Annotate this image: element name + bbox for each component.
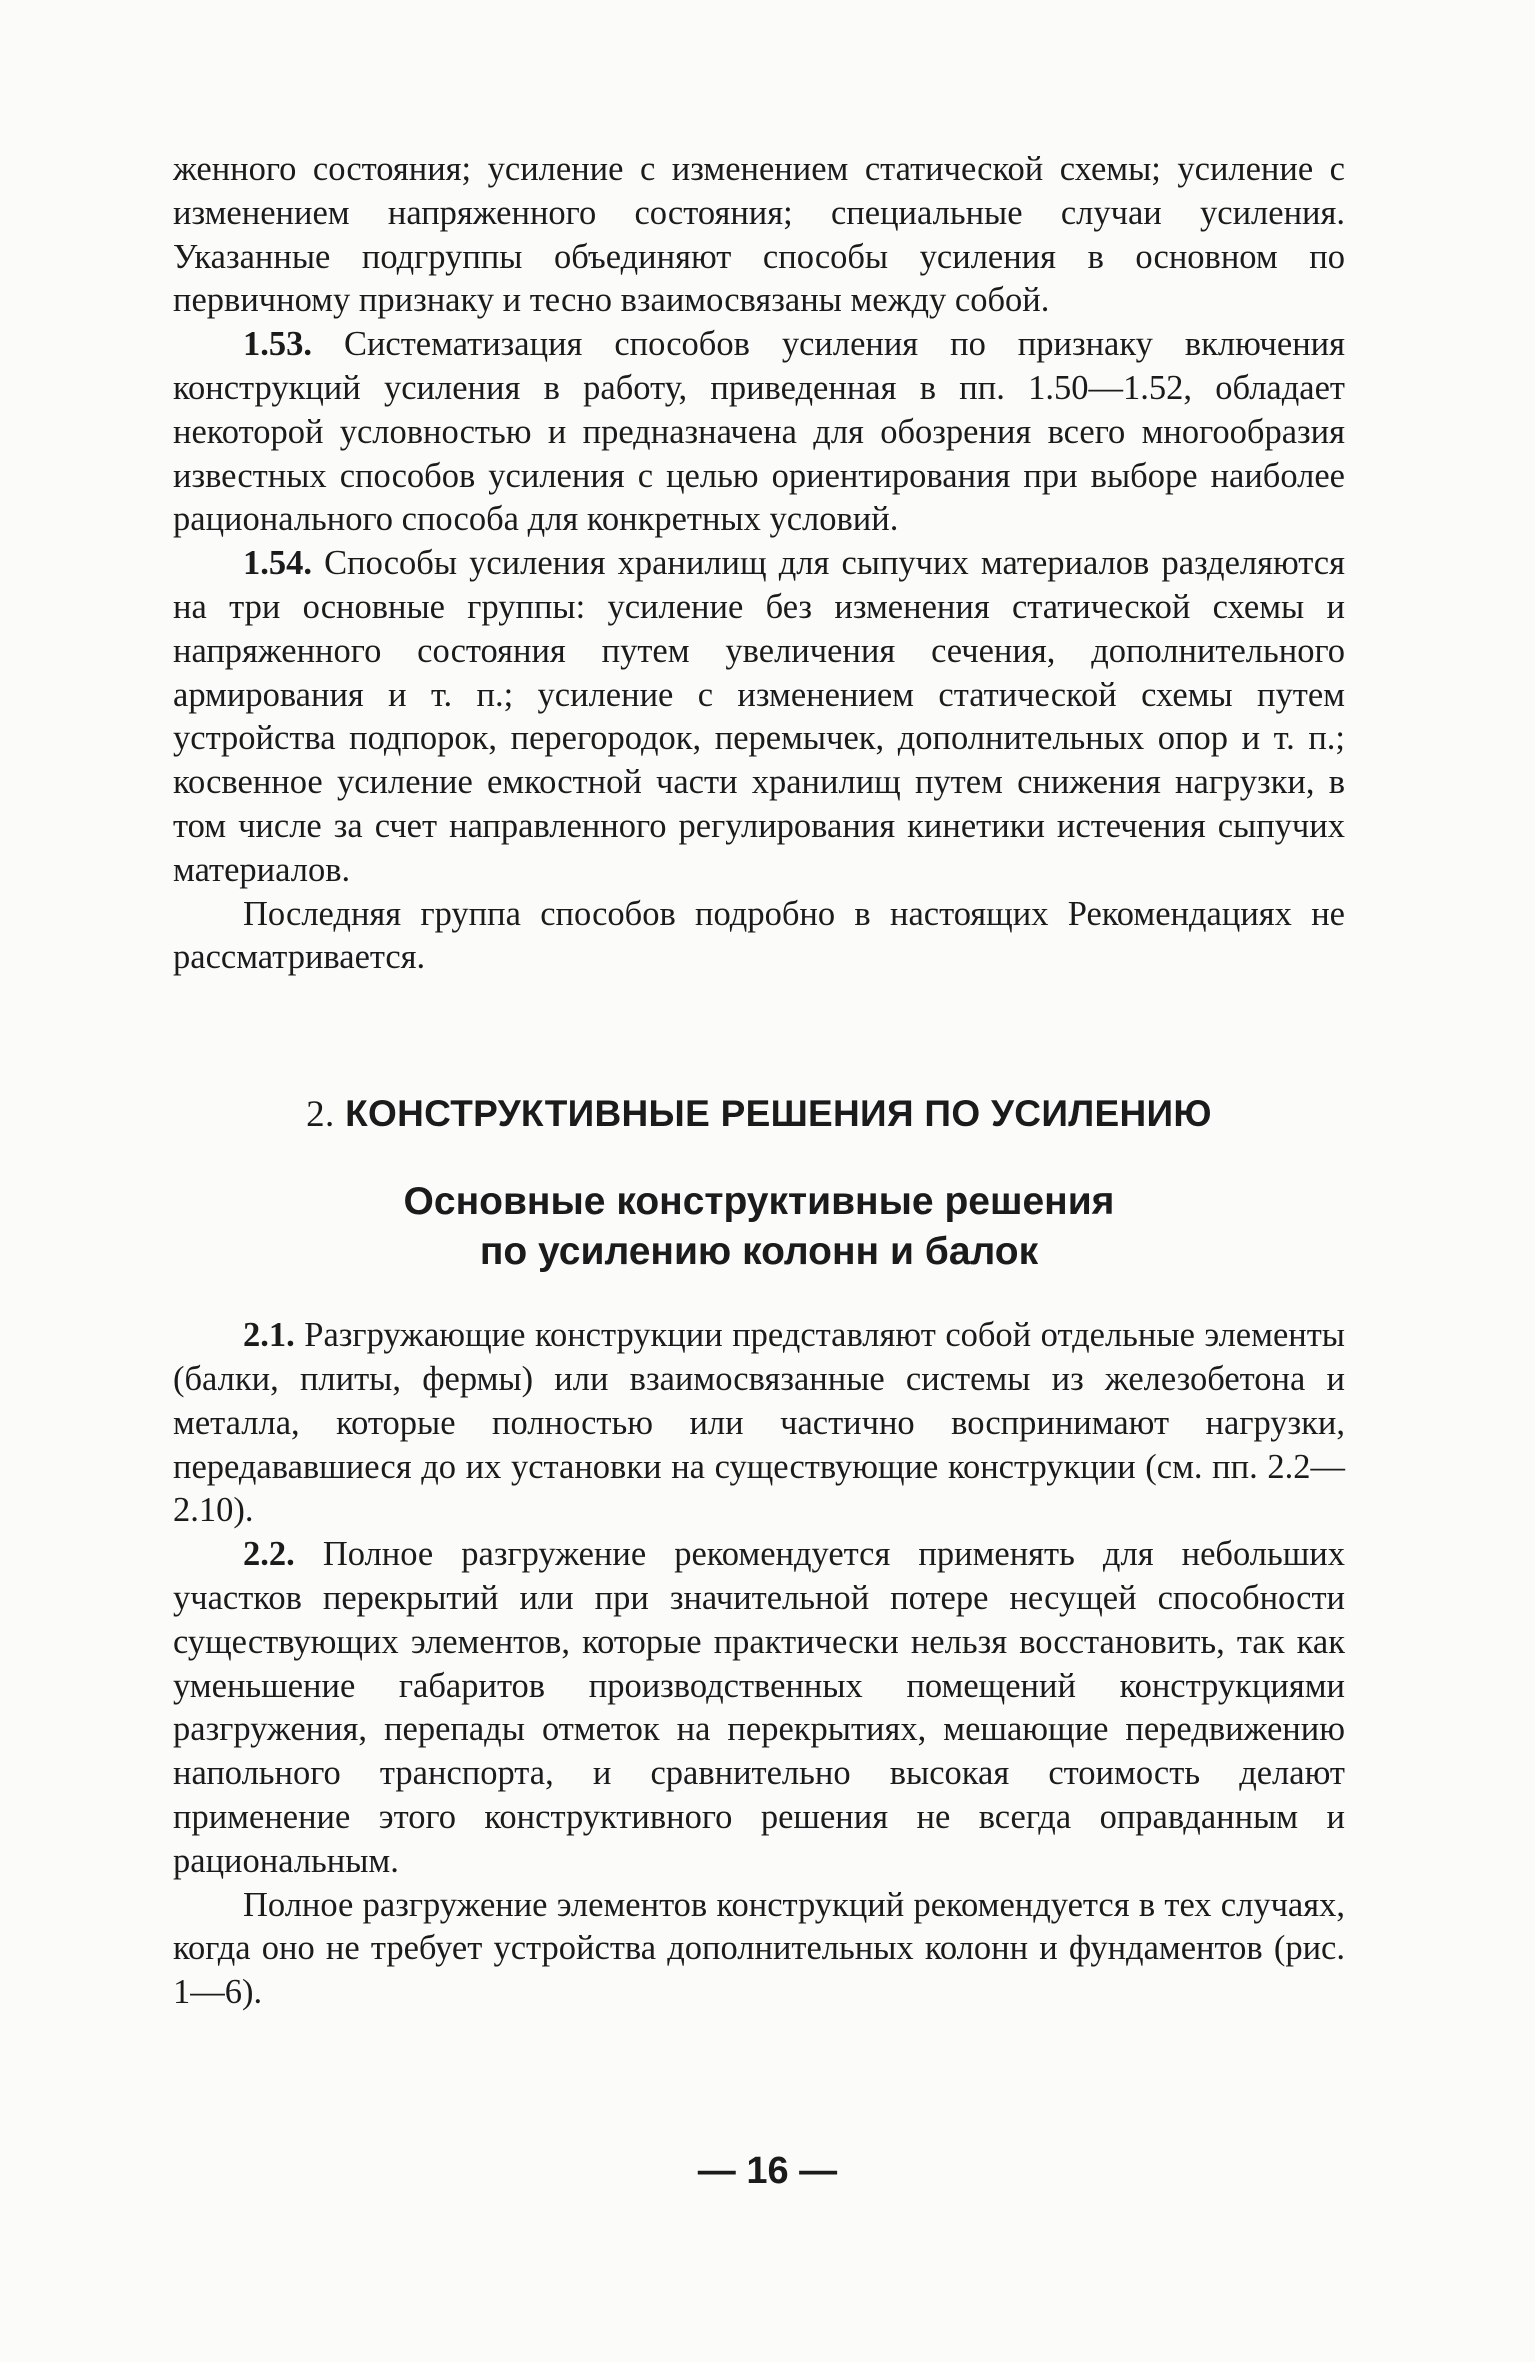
section-heading (173, 1092, 1345, 1137)
paragraph-number: 1.53. (243, 325, 312, 364)
paragraph-text: женного состояния; усиление с изменением статической схемы; усиление с изменением напряженного состояния; специальные случаи усиления. Указанные подгруппы объединяют способы усиления в основном по первичному признаку и тесно взаимосвязаны между собой. (173, 150, 1345, 320)
paragraph-text: Последняя группа способов подробно в настоящих Рекомендациях не рассматривается. (173, 894, 1345, 977)
page-number: — 16 — (697, 2150, 838, 2192)
paragraph-text: Разгружающие конструкции представляют собой отдельные элементы (балки, плиты, фермы) или взаимосвязанные системы из железобетона и металла, которые полностью или частично воспринимают нагрузки, передававшиеся до их установки на существующие конструкции (см. пп. 2.2—2.10). (173, 1316, 1345, 1530)
paragraph-text: Полное разгружение элементов конструкций рекомендуется в тех случаях, когда оно не требует устройства дополнительных колонн и фундаментов (рис. 1—6). (173, 1885, 1345, 2012)
paragraph-number: 1.54. (243, 544, 312, 583)
subsection-title-line-1: Основные конструктивные решения (403, 1180, 1115, 1224)
document-page (173, 148, 1345, 2015)
subsection-title-line-2: по усилению колонн и балок (479, 1230, 1039, 1274)
paragraph-text: Полное разгружение рекомендуется применять для небольших участков перекрытий или при значительной потере несущей способности существующих элементов, которые практически нельзя восстановить, так как уменьшение габаритов производственных помещений конструкциями разгружения, перепады отметок на перекрытиях, мешающие передвижению напольного транспорта, и сравнительно высокая стоимость делают применение этого конструктивного решения не всегда оправданным и рациональным. (173, 1535, 1345, 1880)
paragraph-number: 2.2. (243, 1535, 295, 1574)
section-number: 2. (306, 1094, 335, 1136)
paragraph-continuation (173, 148, 1345, 323)
section-title-text: КОНСТРУКТИВНЫЕ РЕШЕНИЯ ПО УСИЛЕНИЮ (334, 1093, 1212, 1135)
paragraph-number: 2.1. (243, 1316, 295, 1355)
paragraph-full-unloading (173, 1884, 1345, 2015)
paragraph-2-2 (173, 1533, 1345, 1883)
subsection-heading (173, 1177, 1345, 1277)
paragraph-text: Способы усиления хранилищ для сыпучих материалов разделяются на три основные группы: усиление без изменения статической схемы и напряженного состояния путем увеличения сечения, дополнительного армирования и т. п.; усиление с изменением статической схемы путем устройства подпорок, перегородок, перемычек, дополнительных опор и т. п.; косвенное усиление емкостной части хранилищ путем снижения нагрузки, в том числе за счет направленного регулирования кинетики истечения сыпучих материалов. (173, 544, 1345, 889)
paragraph-1-53 (173, 323, 1345, 542)
paragraph-1-54 (173, 542, 1345, 892)
paragraph-2-1 (173, 1314, 1345, 1533)
paragraph-last-group-note (173, 893, 1345, 981)
paragraph-text: Систематизация способов усиления по признаку включения конструкций усиления в работу, приведенная в пп. 1.50—1.52, обладает некоторой условностью и предназначена для обозрения всего многообразия известных способов усиления с целью ориентирования при выборе наиболее рационального способа для конкретных условий. (173, 325, 1345, 539)
